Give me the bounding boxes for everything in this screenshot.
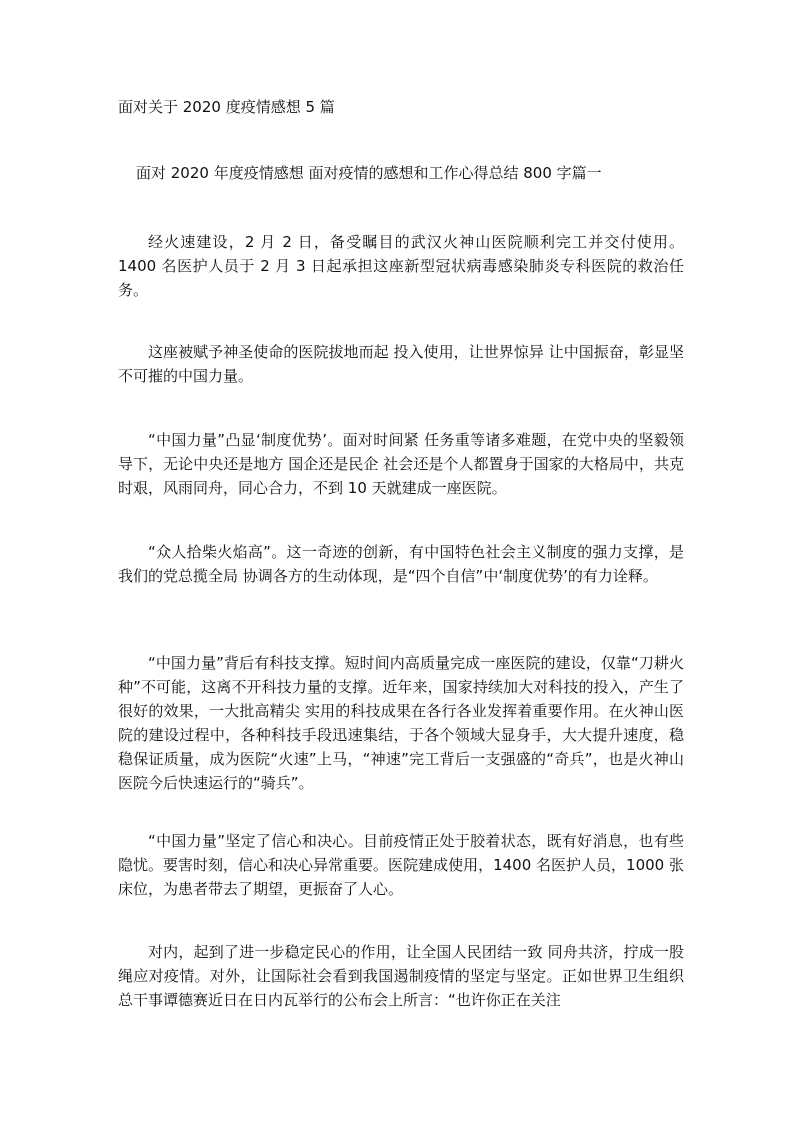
- paragraph: 经火速建设，2 月 2 日，备受瞩目的武汉火神山医院顺利完工并交付使用。1400 名医护人员于 2 月 3 日起承担这座新型冠状病毒感染肺炎专科医院的救治任务。: [118, 233, 684, 299]
- paragraph: 对内，起到了进一步稳定民心的作用，让全国人民团结一致 同舟共济，拧成一股绳应对疫情。对外，让国际社会看到我国遏制疫情的坚定与坚定。正如世界卫生组织总干事谭德赛近日在日内瓦举行的公布会上所言：“也许你正在关注: [118, 943, 684, 1009]
- paragraph: “中国力量”坚定了信心和决心。目前疫情正处于胶着状态，既有好消息，也有些隐忧。要害时刻，信心和决心异常重要。医院建成使用，1400 名医护人员，1000 张床位，为患者带去了期望，更振奋了人心。: [118, 832, 684, 898]
- paragraph: 这座被赋予神圣使命的医院拔地而起 投入使用，让世界惊异 让中国振奋，彰显坚不可摧的中国力量。: [118, 343, 684, 385]
- paragraph: “中国力量”凸显‘制度优势’。面对时间紧 任务重等诸多难题，在党中央的坚毅领导下，无论中央还是地方 国企还是民企 社会还是个人都置身于国家的大格局中，共克时艰，风雨同舟，同心合力，不到 10 天就建成一座医院。: [118, 431, 684, 497]
- paragraph: “众人拾柴火焰高”。这一奇迹的创新，有中国特色社会主义制度的强力支撑，是我们的党总揽全局 协调各方的生动体现，是“四个自信”中‘制度优势’的有力诠释。: [118, 543, 684, 585]
- document-title: 面对关于 2020 度疫情感想 5 篇: [118, 98, 335, 116]
- document-subtitle: 面对 2020 年度疫情感想 面对疫情的感想和工作心得总结 800 字篇一: [136, 164, 602, 182]
- paragraph: “中国力量”背后有科技支撑。短时间内高质量完成一座医院的建设，仅靠“刀耕火种”不可能，这离不开科技力量的支撑。近年来，国家持续加大对科技的投入，产生了很好的效果，一大批高精尖 实用的科技成果在各行各业发挥着重要作用。在火神山医院的建设过程中，各种科技手段迅速集结，于各个领域大显身手，大大提升速度，稳稳保证质量，成为医院“火速”上马，“神速”完工背后一支强盛的“奇兵”，也是火神山医院今后快速运行的“骑兵”。: [118, 654, 684, 792]
